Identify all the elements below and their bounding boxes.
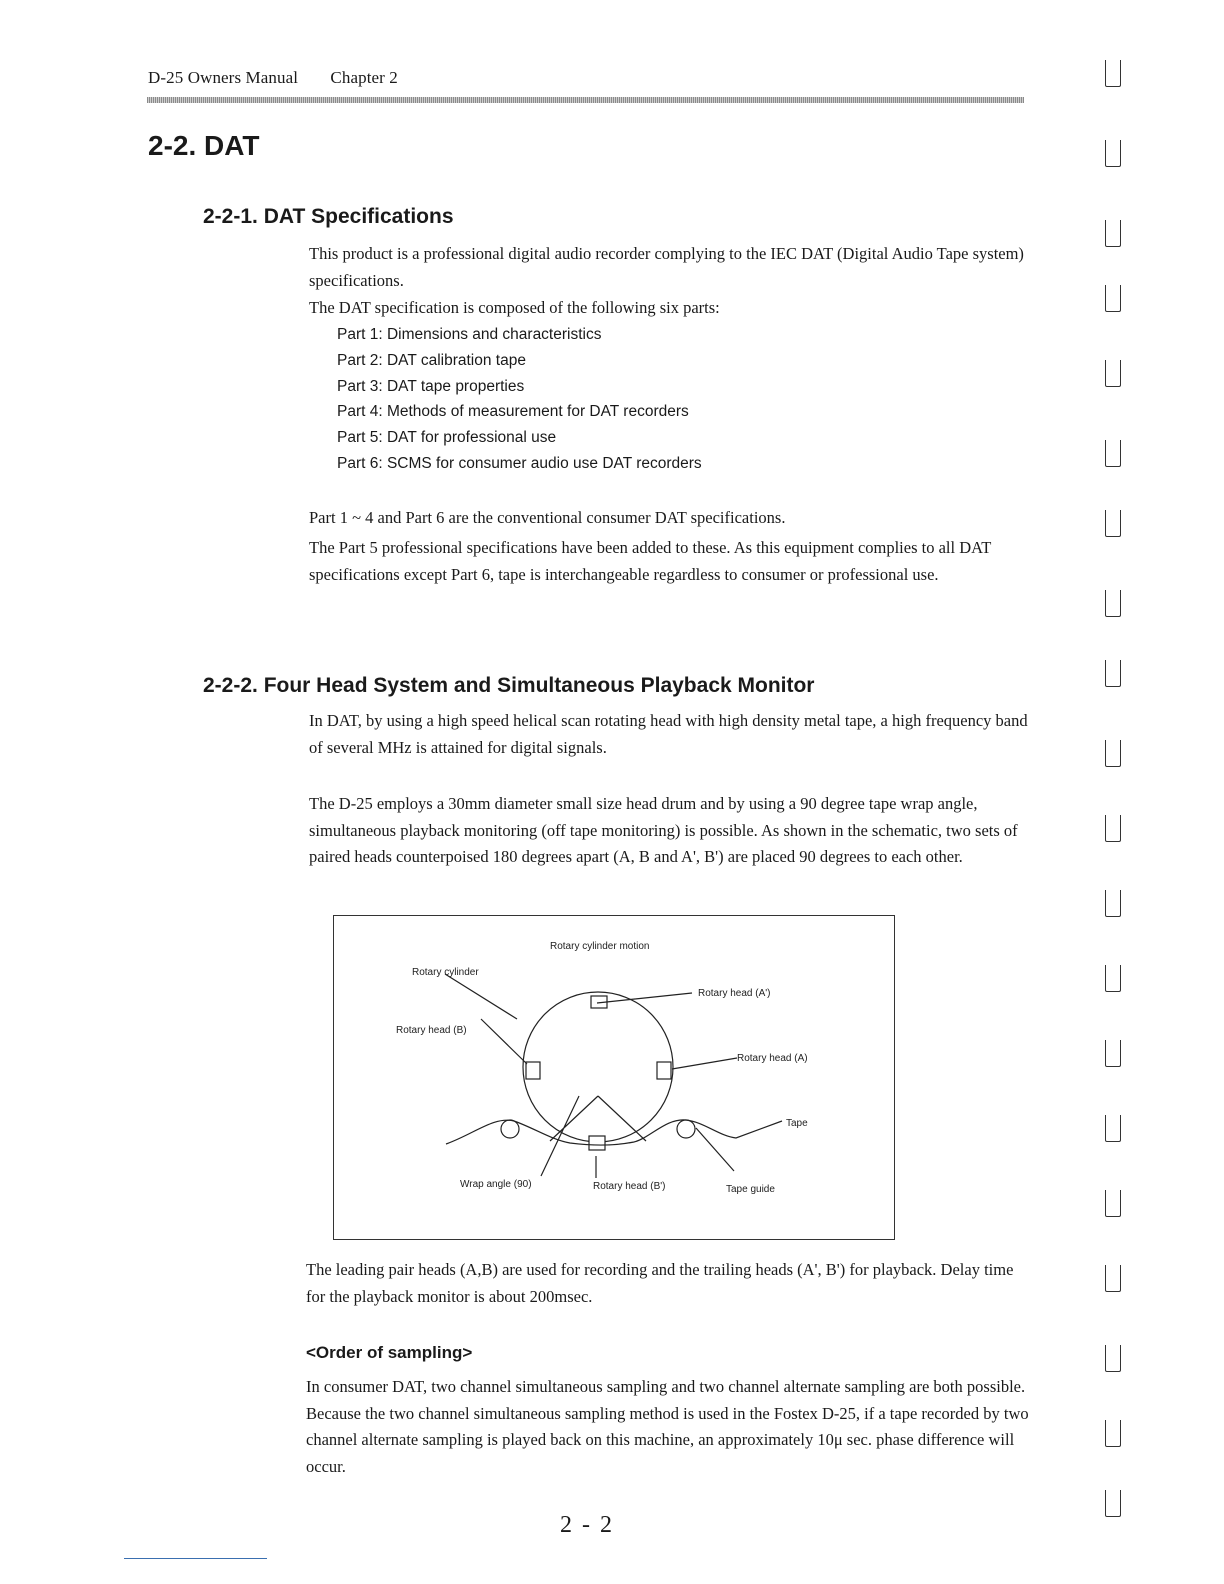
head-a-box	[657, 1062, 671, 1079]
binder-tab	[1105, 815, 1121, 842]
binder-tab	[1105, 140, 1121, 167]
binder-tab	[1105, 1265, 1121, 1292]
binder-tab	[1105, 1115, 1121, 1142]
binder-tab	[1105, 440, 1121, 467]
label-rotary-cylinder-motion: Rotary cylinder motion	[550, 941, 650, 952]
label-rotary-head-a: Rotary head (A)	[737, 1053, 808, 1064]
binder-tab	[1105, 285, 1121, 312]
tape-guide-right	[677, 1120, 695, 1138]
binder-tab	[1105, 1490, 1121, 1517]
list-item: Part 6: SCMS for consumer audio use DAT recorders	[337, 454, 702, 472]
binder-tab	[1105, 220, 1121, 247]
tape-path	[446, 1120, 782, 1145]
head-usage-paragraph: The leading pair heads (A,B) are used for recording and the trailing heads (A', B') for playback. Delay time for the playback monitor is about 200msec.	[306, 1260, 1014, 1306]
binder-tab	[1105, 1420, 1121, 1447]
page-number: 2 - 2	[560, 1512, 614, 1538]
binder-tab	[1105, 890, 1121, 917]
header-rule	[147, 97, 1024, 103]
binder-tab	[1105, 60, 1121, 87]
spec-professional-paragraph: The Part 5 professional specifications have been added to these. As this equipment complies to all DAT specifications except Part 6, tape is interchangeable regardless to consumer or professional use.	[309, 538, 991, 584]
binder-tab	[1105, 1190, 1121, 1217]
label-rotary-head-a-prime: Rotary head (A')	[698, 988, 771, 999]
label-rotary-cylinder: Rotary cylinder	[412, 967, 479, 978]
list-item: Part 3: DAT tape properties	[337, 377, 525, 395]
spec-intro-paragraph: This product is a professional digital audio recorder complying to the IEC DAT (Digital Audio Tape system) specifications.	[309, 244, 1024, 290]
binder-tab	[1105, 510, 1121, 537]
label-wrap-angle: Wrap angle (90)	[460, 1179, 532, 1190]
spec-consumer-paragraph: Part 1 ~ 4 and Part 6 are the conventional consumer DAT specifications.	[309, 508, 786, 527]
label-rotary-head-b: Rotary head (B)	[396, 1025, 467, 1036]
tape-guide-left	[501, 1120, 519, 1138]
binder-tab	[1105, 360, 1121, 387]
diagram-drawing	[334, 916, 896, 1241]
binder-tab	[1105, 1040, 1121, 1067]
subsection-title-four-head: 2-2-2. Four Head System and Simultaneous Playback Monitor	[203, 674, 815, 697]
sampling-title: <Order of sampling>	[306, 1343, 473, 1362]
list-item: Part 1: Dimensions and characteristics	[337, 326, 602, 343]
head-drum-paragraph: The D-25 employs a 30mm diameter small size head drum and by using a 90 degree tape wrap angle, simultaneous playback monitoring (off tape monitoring) is possible. As shown in the schematic, two sets of paired heads counterpoised 180 degrees apart (A, B and A', B') are placed 90 degrees to each other.	[309, 794, 1018, 866]
head-b-prime-box	[589, 1136, 605, 1150]
label-tape: Tape	[786, 1118, 808, 1129]
binder-tab	[1105, 1345, 1121, 1372]
head-b-box	[526, 1062, 540, 1079]
binder-tab	[1105, 965, 1121, 992]
helical-scan-paragraph: In DAT, by using a high speed helical scan rotating head with high density metal tape, a high frequency band of several MHz is attained for digital signals.	[309, 711, 1028, 757]
list-item: Part 4: Methods of measurement for DAT recorders	[337, 403, 689, 421]
chapter-label: Chapter 2	[330, 68, 398, 87]
head-drum-diagram	[333, 915, 895, 1240]
manual-title: D-25 Owners Manual	[148, 68, 299, 87]
rotary-cylinder-circle	[523, 992, 673, 1142]
binder-tab	[1105, 590, 1121, 617]
running-header	[148, 68, 398, 88]
binder-tab	[1105, 660, 1121, 687]
spec-parts-list	[337, 322, 702, 477]
binder-tab	[1105, 740, 1121, 767]
label-rotary-head-b-prime: Rotary head (B')	[593, 1181, 666, 1192]
footnote-rule	[124, 1558, 267, 1559]
spec-parts-intro: The DAT specification is composed of the following six parts:	[309, 298, 720, 317]
list-item: Part 2: DAT calibration tape	[337, 351, 526, 369]
label-tape-guide: Tape guide	[726, 1184, 775, 1195]
section-title: 2-2. DAT	[148, 130, 260, 161]
list-item: Part 5: DAT for professional use	[337, 429, 557, 447]
subsection-title-specifications: 2-2-1. DAT Specifications	[203, 205, 454, 228]
sampling-paragraph: In consumer DAT, two channel simultaneous sampling and two channel alternate sampling are both possible. Because the two channel simultaneous sampling method is used in the Fostex D-25, if a tape recorded by two channel alternate sampling is played back on this machine, an approximately 10μ sec. phase difference will occur.	[306, 1377, 1029, 1476]
